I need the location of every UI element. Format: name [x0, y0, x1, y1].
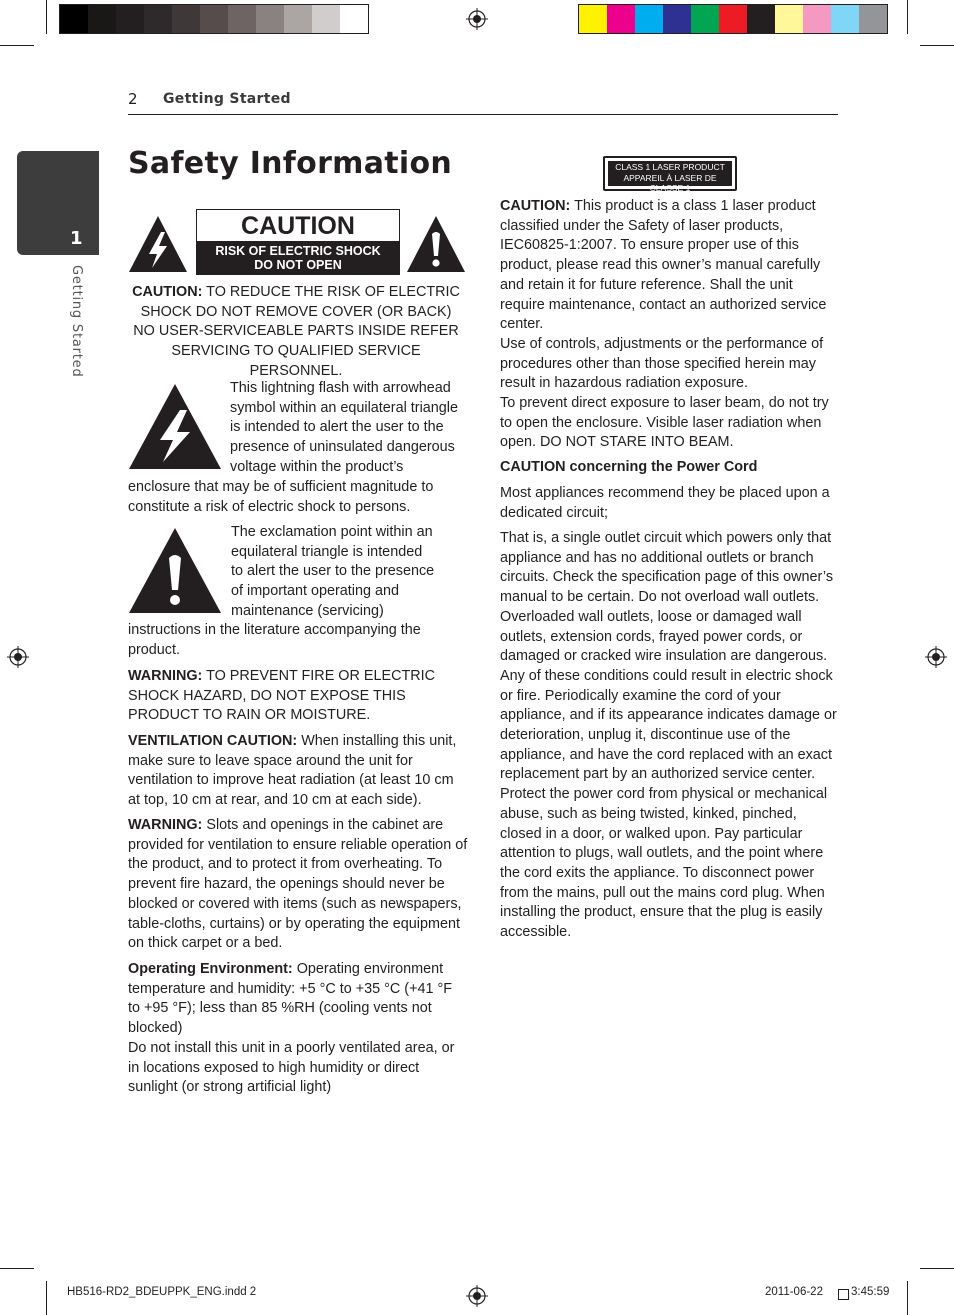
lightning-line: voltage within the product’s: [230, 458, 404, 475]
caution-label: [196, 209, 400, 275]
color-swatch: [116, 5, 144, 33]
color-swatch: [691, 5, 719, 33]
laser-caution-body: This product is a class 1 laser product classified under the Safety of laser products, IEC60825-1:2007. To ensure proper use of this product, please read this owner’s manual carefully and retain it for future reference. Shall the unit require maintenance, contact an authorized service center.: [500, 198, 827, 333]
lightning-warning-icon: [127, 214, 189, 274]
color-swatch: [663, 5, 691, 33]
color-swatch: [579, 5, 607, 33]
color-swatch: [172, 5, 200, 33]
exclamation-line: of important operating and: [231, 583, 400, 600]
environment-lead: Operating Environment:: [128, 961, 293, 977]
laser-caution-lead: CAUTION:: [500, 198, 571, 214]
laser-class-label: [603, 156, 737, 191]
crop-mark: [46, 1281, 47, 1315]
registration-mark-icon: [925, 646, 947, 668]
power-cord-p2: That is, a single outlet circuit which powers only that appliance and has no additional outlets or branch circuits. Check the specification page of this owner’s manual to be certain. Do not overload wall outlets. Overloaded wall outlets, loose or damaged wall outlets, extension cords, frayed power cords, or damaged or cracked wire insulation are dangerous. Any of these conditions could result in electric shock or fire. Periodically examine the cord of your appliance, and if its appearance indicates damage or deterioration, unplug it, discontinue use of the appliance, and have the cord replaced with an exact replacement part by an authorized service center. Protect the power cord from physical or mechanical abuse, such as being twisted, kinked, pinched, closed in a door, or walked upon. Pay particular attention to plugs, wall outlets, and the point where the cord exits the appliance. To disconnect power from the mains, pull out the mains cord plug. When installing the product, ensure that the plug is easily accessible.: [500, 530, 837, 941]
caution-lead: CAUTION:: [132, 284, 203, 300]
crop-mark: [0, 45, 34, 46]
laser-label-line1: CLASS 1 LASER PRODUCT: [615, 162, 725, 172]
laser-label-line2: APPAREIL À LASER DE CLASSE 1: [623, 172, 717, 193]
color-swatch: [747, 5, 775, 33]
color-swatch: [607, 5, 635, 33]
laser-caution-p3: To prevent direct exposure to laser beam, do not try to open the enclosure. Visible laser radiation when open. DO NOT STARE INTO BEAM.: [500, 395, 829, 451]
chapter-label: Getting Started: [69, 265, 84, 378]
header-rule: [128, 114, 838, 115]
lightning-line: This lightning flash with arrowhead: [230, 380, 451, 396]
exclamation-line: to alert the user to the presence: [231, 563, 435, 580]
color-swatch: [803, 5, 831, 33]
footer-filename: HB516-RD2_BDEUPPK_ENG.indd 2: [67, 1286, 257, 1298]
ventilation-paragraph: [128, 732, 468, 811]
footer-date: 2011-06-22: [765, 1286, 823, 1298]
color-swatch: [88, 5, 116, 33]
ventilation-body: When installing this unit, make sure to leave space around the unit for ventilation to improve heat radiation (at least 10 cm at top, 10 cm at rear, and 10 cm at each side).: [128, 733, 457, 809]
lightning-line: is intended to alert the user to the: [230, 419, 444, 436]
lightning-triangle-icon: [127, 382, 223, 471]
warning-fire-paragraph: [128, 667, 468, 726]
gray-color-bar: [59, 4, 369, 34]
chapter-number: 1: [70, 228, 83, 249]
exclamation-paragraph-rest: instructions in the literature accompanying the product.: [128, 622, 421, 658]
crop-mark: [46, 0, 47, 34]
warning-openings-paragraph: [128, 816, 468, 954]
running-head: Getting Started: [163, 91, 291, 107]
crop-mark: [920, 45, 954, 46]
lightning-paragraph-rest: enclosure that may be of sufficient magnitude to constitute a risk of electric shock to persons.: [128, 479, 434, 515]
caution-paragraph: [128, 283, 464, 382]
color-swatch: [228, 5, 256, 33]
ventilation-lead: VENTILATION CAUTION:: [128, 733, 298, 749]
lightning-line: presence of uninsulated dangerous: [230, 439, 455, 456]
crop-mark: [907, 1281, 908, 1315]
crop-mark: [0, 1268, 34, 1269]
footer-glyph-icon: [838, 1289, 849, 1300]
caution-body: TO REDUCE THE RISK OF ELECTRIC SHOCK DO NOT REMOVE COVER (OR BACK) NO USER-SERVICEABLE PARTS INSIDE REFER SERVICING TO QUALIFIED SERVICE PERSONNEL.: [133, 284, 460, 379]
color-swatch: [144, 5, 172, 33]
color-swatch: [719, 5, 747, 33]
laser-caution-paragraph: [500, 197, 840, 453]
exclamation-paragraph-top: [231, 523, 471, 622]
caution-label-band: [197, 241, 399, 274]
chapter-tab: [17, 151, 99, 255]
color-swatch: [312, 5, 340, 33]
crop-mark: [920, 1268, 954, 1269]
laser-label-inner: [608, 161, 732, 193]
color-swatch: [859, 5, 887, 33]
caution-label-line2: DO NOT OPEN: [254, 258, 342, 272]
laser-caution-p2: Use of controls, adjustments or the performance of procedures other than those specified herein may result in hazardous radiation exposure.: [500, 335, 824, 392]
page-title: Safety Information: [128, 146, 453, 181]
exclamation-line: maintenance (servicing): [231, 602, 384, 619]
color-swatch: [831, 5, 859, 33]
caution-label-line1: RISK OF ELECTRIC SHOCK: [215, 244, 381, 258]
environment-body-2: Do not install this unit in a poorly ventilated area, or in locations exposed to high humidity or direct sunlight (or strong artificial light): [128, 1039, 455, 1096]
color-swatch: [775, 5, 803, 33]
registration-mark-icon: [7, 646, 29, 668]
footer-time: 3:45:59: [851, 1286, 890, 1298]
color-swatch: [284, 5, 312, 33]
registration-mark-icon: [466, 8, 488, 30]
power-cord-p1: Most appliances recommend they be placed upon a dedicated circuit;: [500, 485, 830, 521]
lightning-paragraph-top: [230, 379, 470, 478]
exclamation-triangle-icon: [127, 526, 223, 615]
warning2-body: Slots and openings in the cabinet are provided for ventilation to ensure reliable operation of the product, and to protect it from overheating. To prevent fire hazard, the openings should never be blocked or covered with items (such as newspapers, table-cloths, curtains) or by operating the equipment on thick carpet or a bed.: [128, 817, 468, 952]
color-swatch: [340, 5, 368, 33]
warning2-lead: WARNING:: [128, 817, 203, 833]
exclamation-line: equilateral triangle is intended: [231, 543, 423, 560]
exclamation-line: The exclamation point within an: [231, 524, 433, 540]
warning-body: TO PREVENT FIRE OR ELECTRIC SHOCK HAZARD, DO NOT EXPOSE THIS PRODUCT TO RAIN OR MOISTURE.: [128, 668, 436, 724]
color-swatch: [200, 5, 228, 33]
power-cord-heading: CAUTION concerning the Power Cord: [500, 459, 758, 475]
process-color-bar: [578, 4, 888, 34]
environment-body: Operating environment temperature and humidity: +5 °C to +35 °C (+41 °F to +95 °F); less than 85 %RH (cooling vents not blocked): [128, 961, 453, 1037]
color-swatch: [60, 5, 88, 33]
crop-mark: [907, 0, 908, 34]
page-number: 2: [128, 90, 138, 108]
registration-mark-icon: [466, 1285, 488, 1307]
environment-paragraph: [128, 960, 464, 1098]
color-swatch: [635, 5, 663, 33]
warning-lead: WARNING:: [128, 668, 203, 684]
caution-label-title: CAUTION: [241, 212, 355, 240]
color-swatch: [256, 5, 284, 33]
exclamation-warning-icon: [405, 214, 467, 274]
lightning-line: symbol within an equilateral triangle: [230, 399, 458, 416]
